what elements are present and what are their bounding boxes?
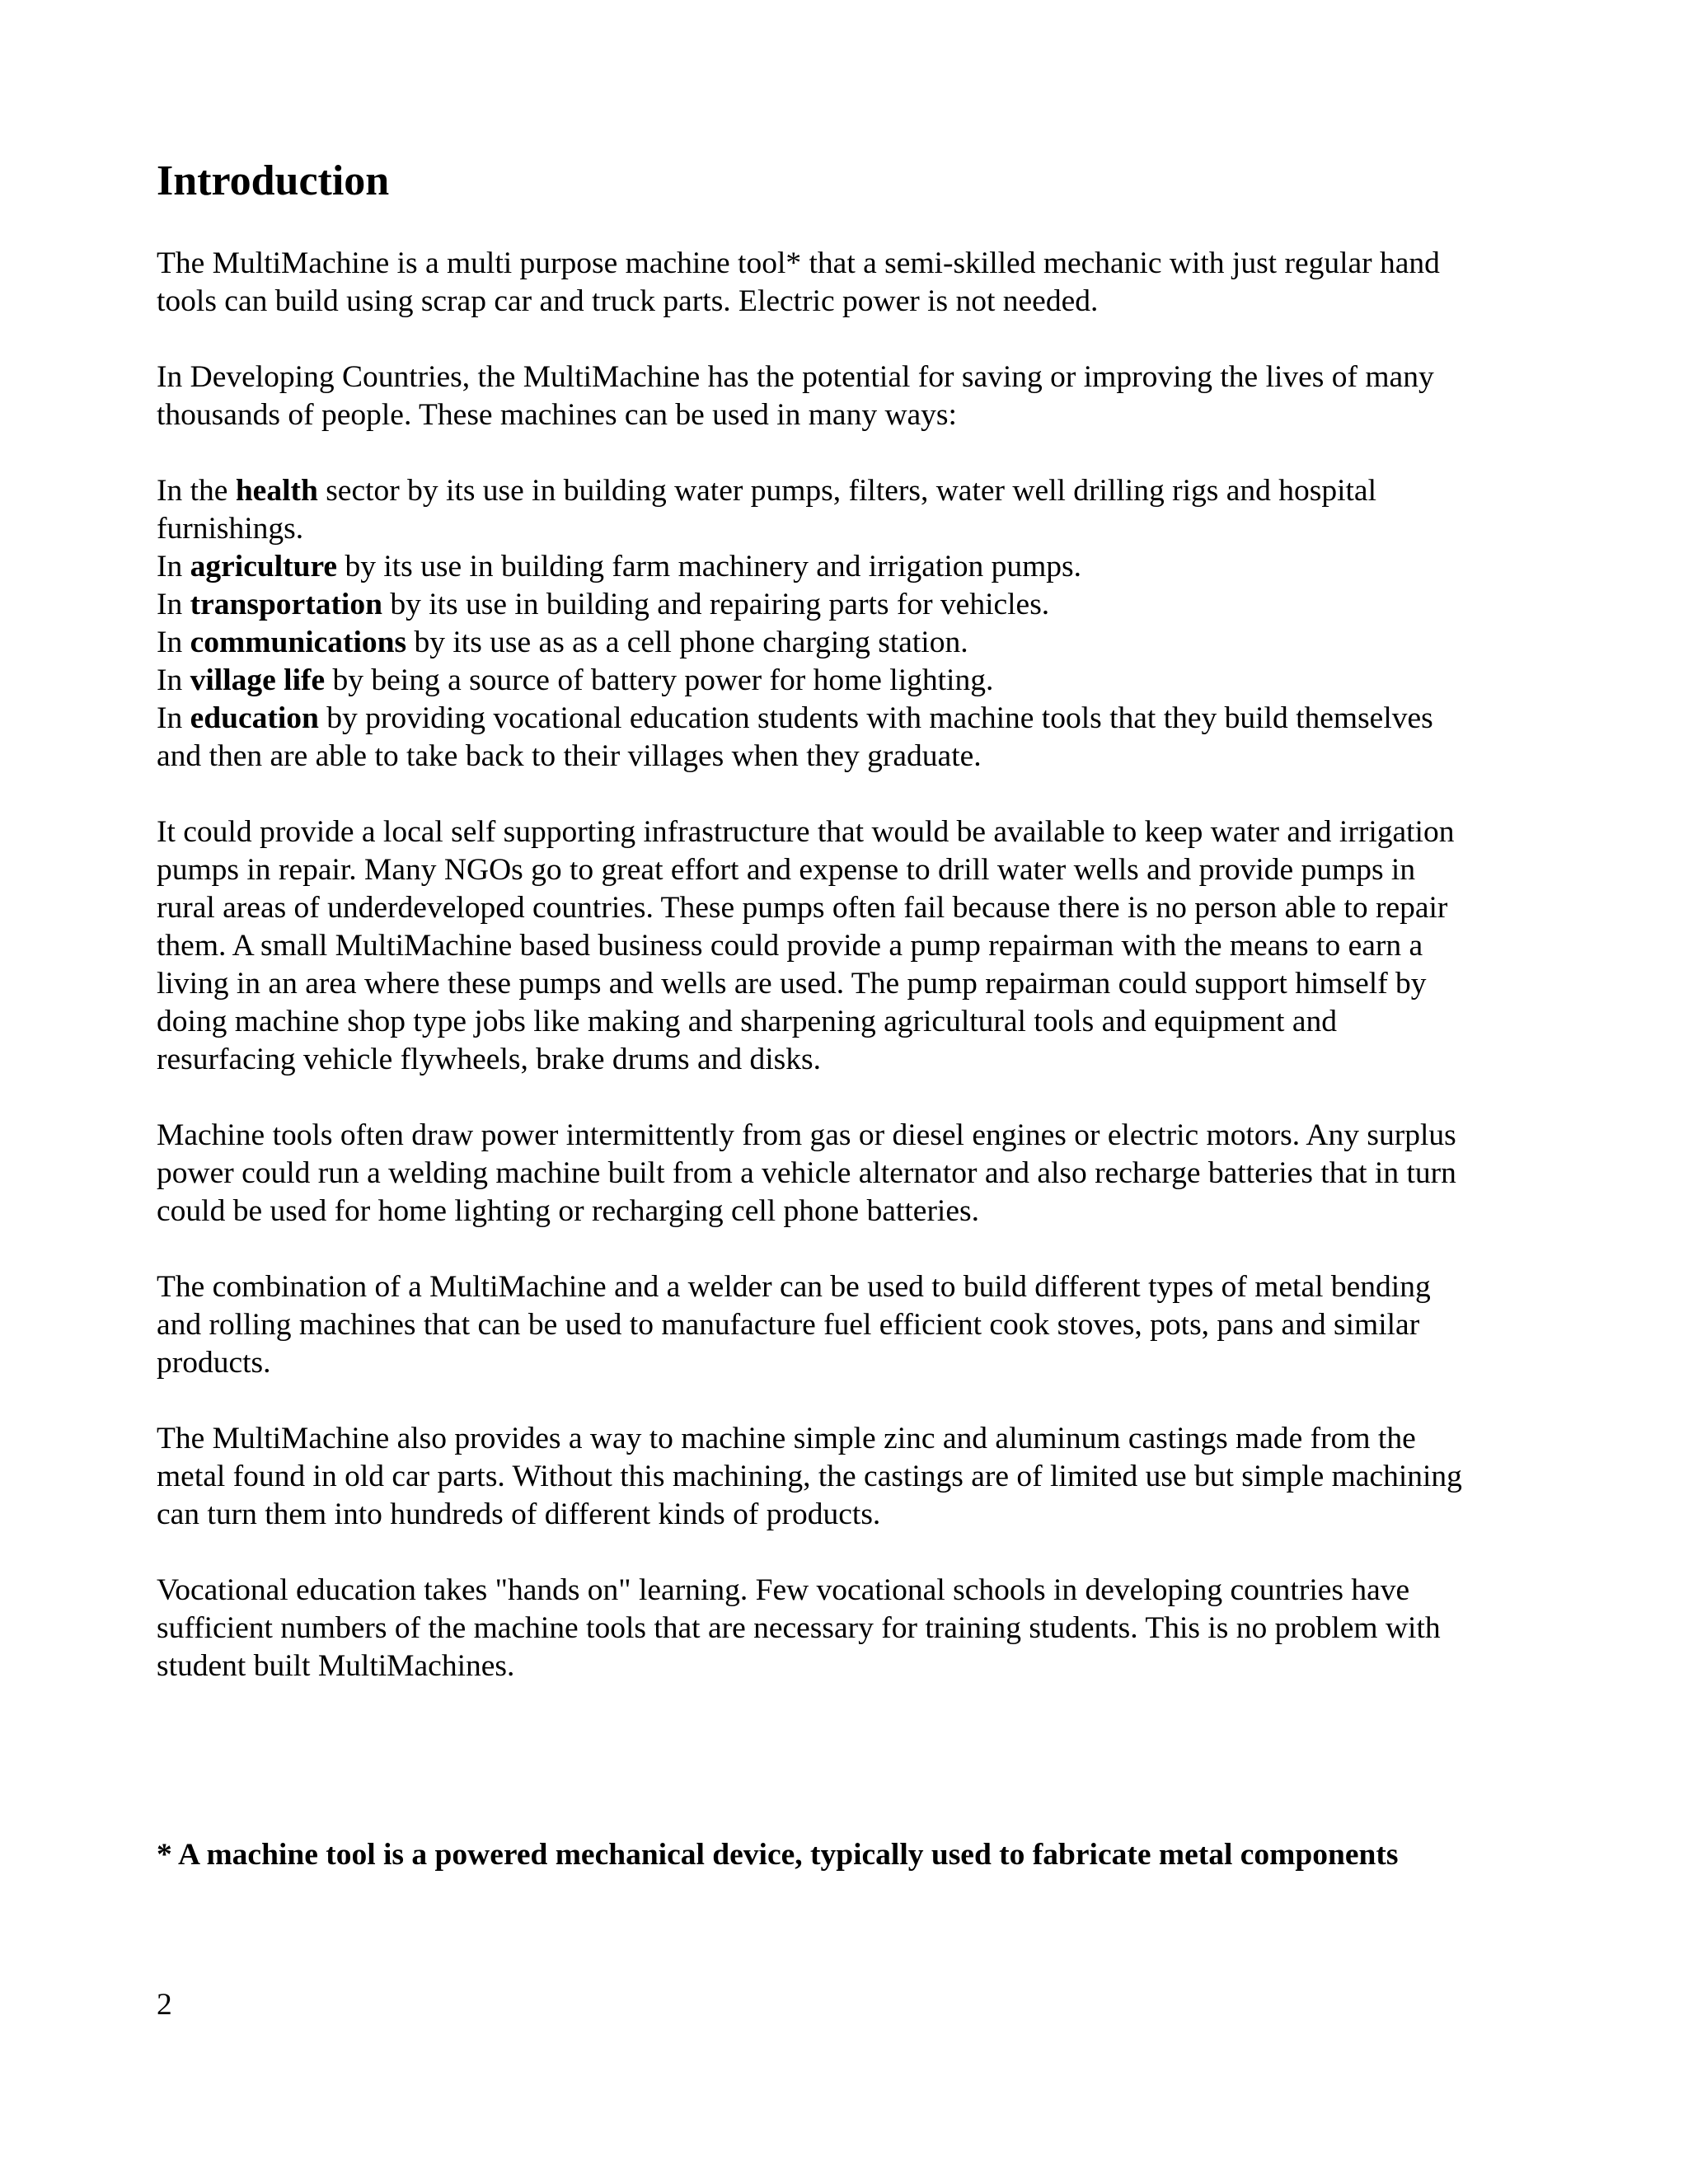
sector-keyword: agriculture <box>190 550 338 583</box>
sector-keyword: health <box>235 474 318 508</box>
sector-list <box>157 472 1467 776</box>
sector-item-education <box>157 700 1467 776</box>
sector-keyword: transportation <box>190 588 382 621</box>
sector-description: by its use as as a cell phone charging station. <box>406 626 968 659</box>
sector-description: by providing vocational education students with machine tools that they build themselves and then are able to take back to their villages when they graduate. <box>157 701 1433 773</box>
sector-description: by its use in building farm machinery and irrigation pumps. <box>337 550 1082 583</box>
sector-description: sector by its use in building water pumps, filters, water well drilling rigs and hospital furnishings. <box>157 474 1376 546</box>
sector-item-communications <box>157 624 1467 662</box>
sector-item-health <box>157 472 1467 548</box>
sector-prefix: In <box>157 626 190 659</box>
document-page <box>157 157 1467 1685</box>
sector-keyword: communications <box>190 626 407 659</box>
sector-prefix: In <box>157 588 190 621</box>
paragraph-vocational: Vocational education takes "hands on" learning. Few vocational schools in developing countries have sufficient numbers of the machine tools that are necessary for training students. This is no problem with student built MultiMachines. <box>157 1573 1441 1683</box>
sector-prefix: In <box>157 701 190 735</box>
sector-prefix: In <box>157 663 190 697</box>
sector-keyword: education <box>190 701 319 735</box>
sector-item-transportation <box>157 586 1467 624</box>
footnote: * A machine tool is a powered mechanical device, typically used to fabricate metal components <box>157 1838 1399 1872</box>
paragraph-intro: The MultiMachine is a multi purpose machine tool* that a semi-skilled mechanic with just regular hand tools can build using scrap car and truck parts. Electric power is not needed. <box>157 246 1440 318</box>
sector-keyword: village life <box>190 663 326 697</box>
paragraph-infrastructure: It could provide a local self supporting infrastructure that would be available to keep water and irrigation pumps in repair. Many NGOs go to great effort and expense to drill water wells and provide pumps in rural areas of underdeveloped countries. These pumps often fail because there is no person able to repair them. A small MultiMachine based business could provide a pump repairman with the means to earn a living in an area where these pumps and wells are used. The pump repairman could support himself by doing machine shop type jobs like making and sharpening agricultural tools and equipment and resurfacing vehicle flywheels, brake drums and disks. <box>157 815 1455 1076</box>
paragraph-castings: The MultiMachine also provides a way to machine simple zinc and aluminum castings made from the metal found in old car parts. Without this machining, the castings are of limited use but simple machining can turn them into hundreds of different kinds of products. <box>157 1422 1462 1531</box>
paragraph-welder: The combination of a MultiMachine and a welder can be used to build different types of metal bending and rolling machines that can be used to manufacture fuel efficient cook stoves, pots, pans and similar products. <box>157 1270 1431 1380</box>
paragraph-power: Machine tools often draw power intermittently from gas or diesel engines or electric motors. Any surplus power could run a welding machine built from a vehicle alternator and also recharge batteries that in turn could be used for home lighting or recharging cell phone batteries. <box>157 1118 1456 1228</box>
sector-description: by its use in building and repairing parts for vehicles. <box>382 588 1050 621</box>
sector-prefix: In the <box>157 474 236 508</box>
sector-description: by being a source of battery power for home lighting. <box>325 663 994 697</box>
paragraph-developing-countries: In Developing Countries, the MultiMachine has the potential for saving or improving the lives of many thousands of people. These machines can be used in many ways: <box>157 360 1434 432</box>
sector-item-village-life <box>157 662 1467 700</box>
page-number: 2 <box>157 1988 172 2022</box>
sector-item-agriculture <box>157 548 1467 586</box>
sector-prefix: In <box>157 550 190 583</box>
page-title: Introduction <box>157 157 390 204</box>
